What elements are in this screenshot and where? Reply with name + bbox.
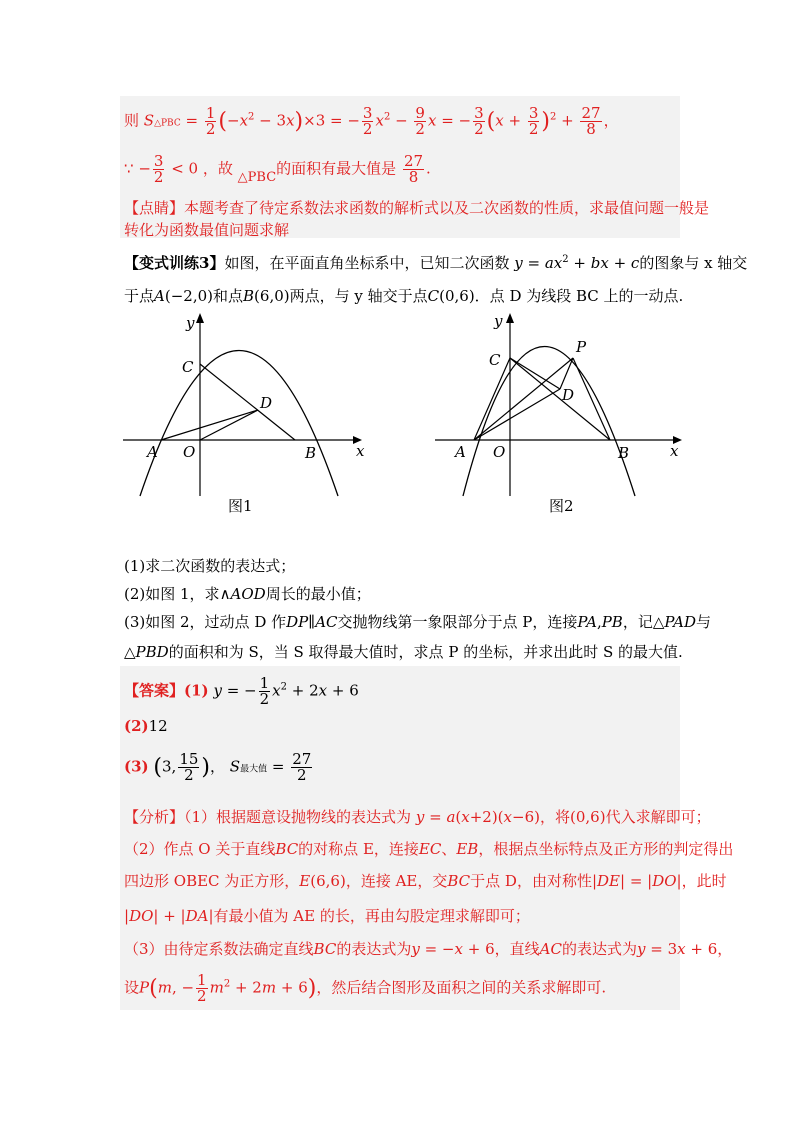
comment-line-2: 转化为函数最值问题求解: [124, 221, 290, 239]
question-3-line-1: (3)如图 2，过动点 D 作DP∥AC交抛物线第一象限部分于点 P，连接PA,PB，记△PAD与: [124, 613, 711, 631]
fig1-label-y: y: [186, 314, 195, 332]
fig2-label-x: x: [670, 442, 679, 460]
analysis-line-6: 设P(m, − $\frac{1}{2}$ $m^2 + 2m + 6$)，然后结合图形及面积之间的关系求解即可.: [124, 971, 607, 1005]
answer-line-3: (3) (3, $\frac{15}{2}$ )， S最大值 = $\frac{27}{2}$: [124, 750, 312, 784]
analysis-line-3: 四边形 OBEC 为正方形，E(6,6)，连接 AE，交BC于点 D，由对称性|DE| = |DO|，此时: [124, 872, 727, 890]
fig1-label-A: A: [147, 443, 158, 461]
question-1: (1)求二次函数的表达式；: [124, 557, 296, 575]
figure-1: [120, 310, 370, 500]
fig2-label-C: C: [489, 351, 501, 369]
problem-line-2: 于点A(−2,0)和点B(6,0)两点，与 y 轴交于点C(0,6)．点 D 为线段 BC 上的一动点.: [124, 287, 684, 305]
fig2-label-P: P: [576, 338, 587, 356]
fig2-label-O: O: [493, 443, 506, 461]
analysis-line-2: （2）作点 O 关于直线BC的对称点 E，连接EC、EB，根据点坐标特点及正方形的判定得出: [124, 840, 734, 858]
answer-line-2: (2)12: [124, 717, 168, 735]
fig1-label-B: B: [305, 444, 317, 462]
figure-2: [430, 310, 690, 500]
solution-line-2: ∵ − $\frac{3}{2}$ < 0 ，故 △PBC的面积有最大值是 $\frac{27}{8}$ .: [124, 152, 431, 186]
fig1-label-C: C: [182, 358, 194, 376]
fig1-label-D: D: [260, 394, 273, 412]
solution-line-1: 则 S△PBC = $\frac{1}{2}$ $(-x^2 - 3x)\times 3$ = − $\frac{3}{2}$ $x^2$ − $\frac{9}{2}$ x = − $\frac{3}{2}$ (x + $\frac{3}{2}$ )$^2$ + $\frac{27}{8}$ ，: [124, 104, 619, 138]
fig2-label-D: D: [562, 386, 575, 404]
analysis-line-5: （3）由待定系数法确定直线BC的表达式为y = −x + 6，直线AC的表达式为y = 3x + 6，: [124, 940, 733, 958]
question-2: (2)如图 1，求∧AOD周长的最小值；: [124, 585, 371, 603]
question-3-line-2: △PBD的面积和为 S，当 S 取得最大值时，求点 P 的坐标，并求出此时 S 的最大值.: [124, 643, 683, 661]
figure-1-caption: 图1: [228, 497, 253, 515]
analysis-line-4: |DO| + |DA|有最小值为 AE 的长，再由勾股定理求解即可；: [124, 907, 530, 925]
fig1-label-x: x: [356, 442, 365, 460]
fig2-label-A: A: [455, 443, 466, 461]
analysis-line-1: 【分析】（1）根据题意设抛物线的表达式为 y = a(x+2)(x−6)，将(0,6)代入求解即可；: [124, 808, 711, 826]
problem-line-1: 【变式训练3】如图，在平面直角坐标系中，已知二次函数 $y = ax^2$ + bx + c的图象与 x 轴交: [124, 254, 748, 272]
comment-line-1: 【点睛】本题考查了待定系数法求函数的解析式以及二次函数的性质，求最值问题一般是: [124, 199, 710, 217]
figure-2-caption: 图2: [549, 497, 574, 515]
fig2-label-y: y: [494, 312, 503, 330]
fig2-label-B: B: [618, 444, 630, 462]
fig1-label-O: O: [183, 443, 196, 461]
answer-line-1: 【答案】(1) y = − $\frac{1}{2}$ $x^2 + 2x + 6$: [124, 674, 359, 708]
